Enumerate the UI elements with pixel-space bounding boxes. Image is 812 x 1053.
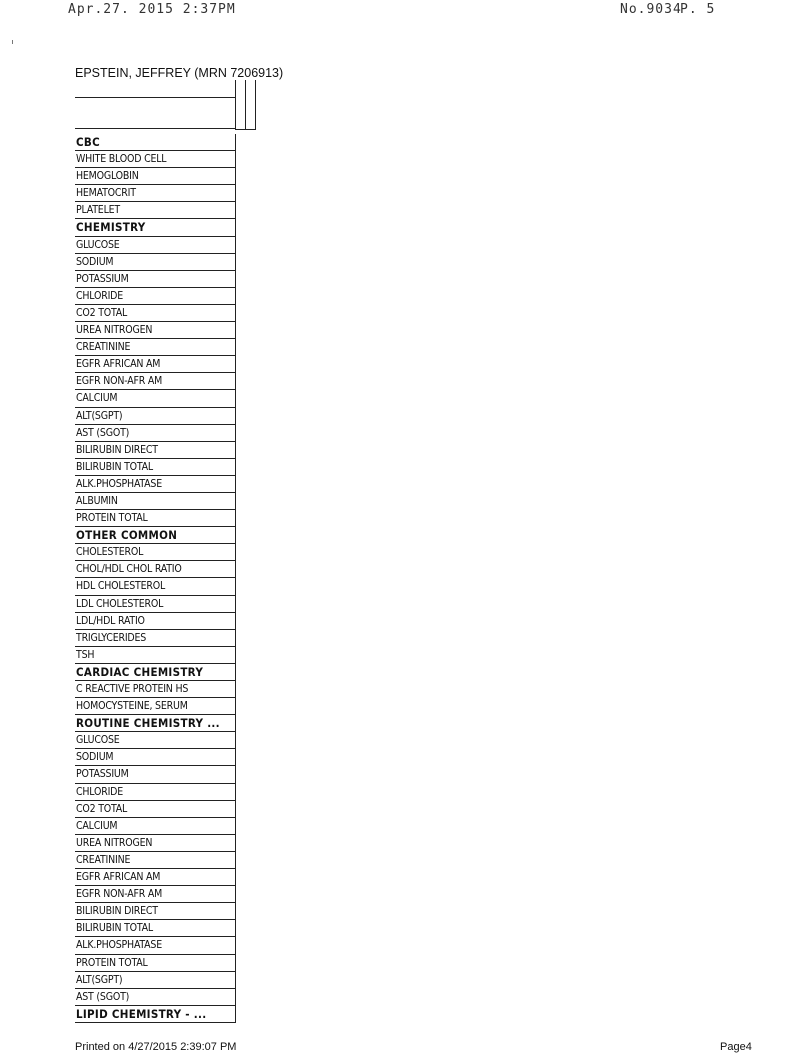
test-row: PROTEIN TOTAL (75, 955, 235, 972)
test-row: TSH (75, 647, 235, 664)
column-stub-rule (235, 129, 255, 130)
test-row: CALCIUM (75, 818, 235, 835)
test-row: CREATININE (75, 339, 235, 356)
test-row: ALBUMIN (75, 493, 235, 510)
test-row: EGFR NON-AFR AM (75, 373, 235, 390)
test-row: BILIRUBIN TOTAL (75, 920, 235, 937)
column-stub (255, 80, 256, 130)
test-row: WHITE BLOOD CELL (75, 151, 235, 168)
test-row: PROTEIN TOTAL (75, 510, 235, 527)
test-row: HEMOGLOBIN (75, 168, 235, 185)
test-row: TRIGLYCERIDES (75, 630, 235, 647)
test-row: GLUCOSE (75, 732, 235, 749)
test-row: CHOL/HDL CHOL RATIO (75, 561, 235, 578)
test-row: EGFR AFRICAN AM (75, 869, 235, 886)
page-number: Page4 (720, 1041, 752, 1053)
test-row: SODIUM (75, 254, 235, 271)
fax-number: No.9034 (620, 2, 682, 17)
test-row: EGFR AFRICAN AM (75, 356, 235, 373)
test-row: PLATELET (75, 202, 235, 219)
test-row: GLUCOSE (75, 237, 235, 254)
fax-header (0, 2, 812, 22)
test-row: ALT(SGPT) (75, 408, 235, 425)
header-bottom-rule (75, 128, 235, 129)
test-row: LDL CHOLESTEROL (75, 596, 235, 613)
test-row: POTASSIUM (75, 766, 235, 783)
fax-page: P. 5 (680, 2, 716, 17)
scan-speck (12, 40, 13, 44)
patient-line: EPSTEIN, JEFFREY (MRN 7206913) (75, 66, 284, 80)
test-row: BILIRUBIN DIRECT (75, 903, 235, 920)
test-row: UREA NITROGEN (75, 835, 235, 852)
test-row: UREA NITROGEN (75, 322, 235, 339)
header-rule (75, 97, 235, 98)
test-row: AST (SGOT) (75, 989, 235, 1006)
test-row: HDL CHOLESTEROL (75, 578, 235, 595)
section-heading: CARDIAC CHEMISTRY (75, 664, 235, 681)
test-row: CHLORIDE (75, 288, 235, 305)
test-row: CALCIUM (75, 390, 235, 407)
test-row: ALK.PHOSPHATASE (75, 476, 235, 493)
test-row: HOMOCYSTEINE, SERUM (75, 698, 235, 715)
section-heading: CHEMISTRY (75, 219, 235, 236)
test-row: ALK.PHOSPHATASE (75, 937, 235, 954)
section-heading: ROUTINE CHEMISTRY ... (75, 715, 235, 732)
test-row: BILIRUBIN TOTAL (75, 459, 235, 476)
test-row: CHLORIDE (75, 784, 235, 801)
lab-results-table (75, 134, 236, 1023)
test-row: CHOLESTEROL (75, 544, 235, 561)
test-row: POTASSIUM (75, 271, 235, 288)
fax-date: Apr.27. 2015 2:37PM (68, 2, 236, 17)
column-stub (245, 80, 246, 130)
test-row: SODIUM (75, 749, 235, 766)
test-row: EGFR NON-AFR AM (75, 886, 235, 903)
test-row: HEMATOCRIT (75, 185, 235, 202)
section-heading: CBC (75, 134, 235, 151)
section-heading: LIPID CHEMISTRY - ... (75, 1006, 235, 1023)
test-row: CREATININE (75, 852, 235, 869)
test-row: BILIRUBIN DIRECT (75, 442, 235, 459)
section-heading: OTHER COMMON (75, 527, 235, 544)
test-row: CO2 TOTAL (75, 305, 235, 322)
table-header-box (75, 80, 236, 130)
test-row: AST (SGOT) (75, 425, 235, 442)
test-row: C REACTIVE PROTEIN HS (75, 681, 235, 698)
test-row: ALT(SGPT) (75, 972, 235, 989)
printed-timestamp: Printed on 4/27/2015 2:39:07 PM (75, 1041, 237, 1053)
test-row: LDL/HDL RATIO (75, 613, 235, 630)
test-row: CO2 TOTAL (75, 801, 235, 818)
